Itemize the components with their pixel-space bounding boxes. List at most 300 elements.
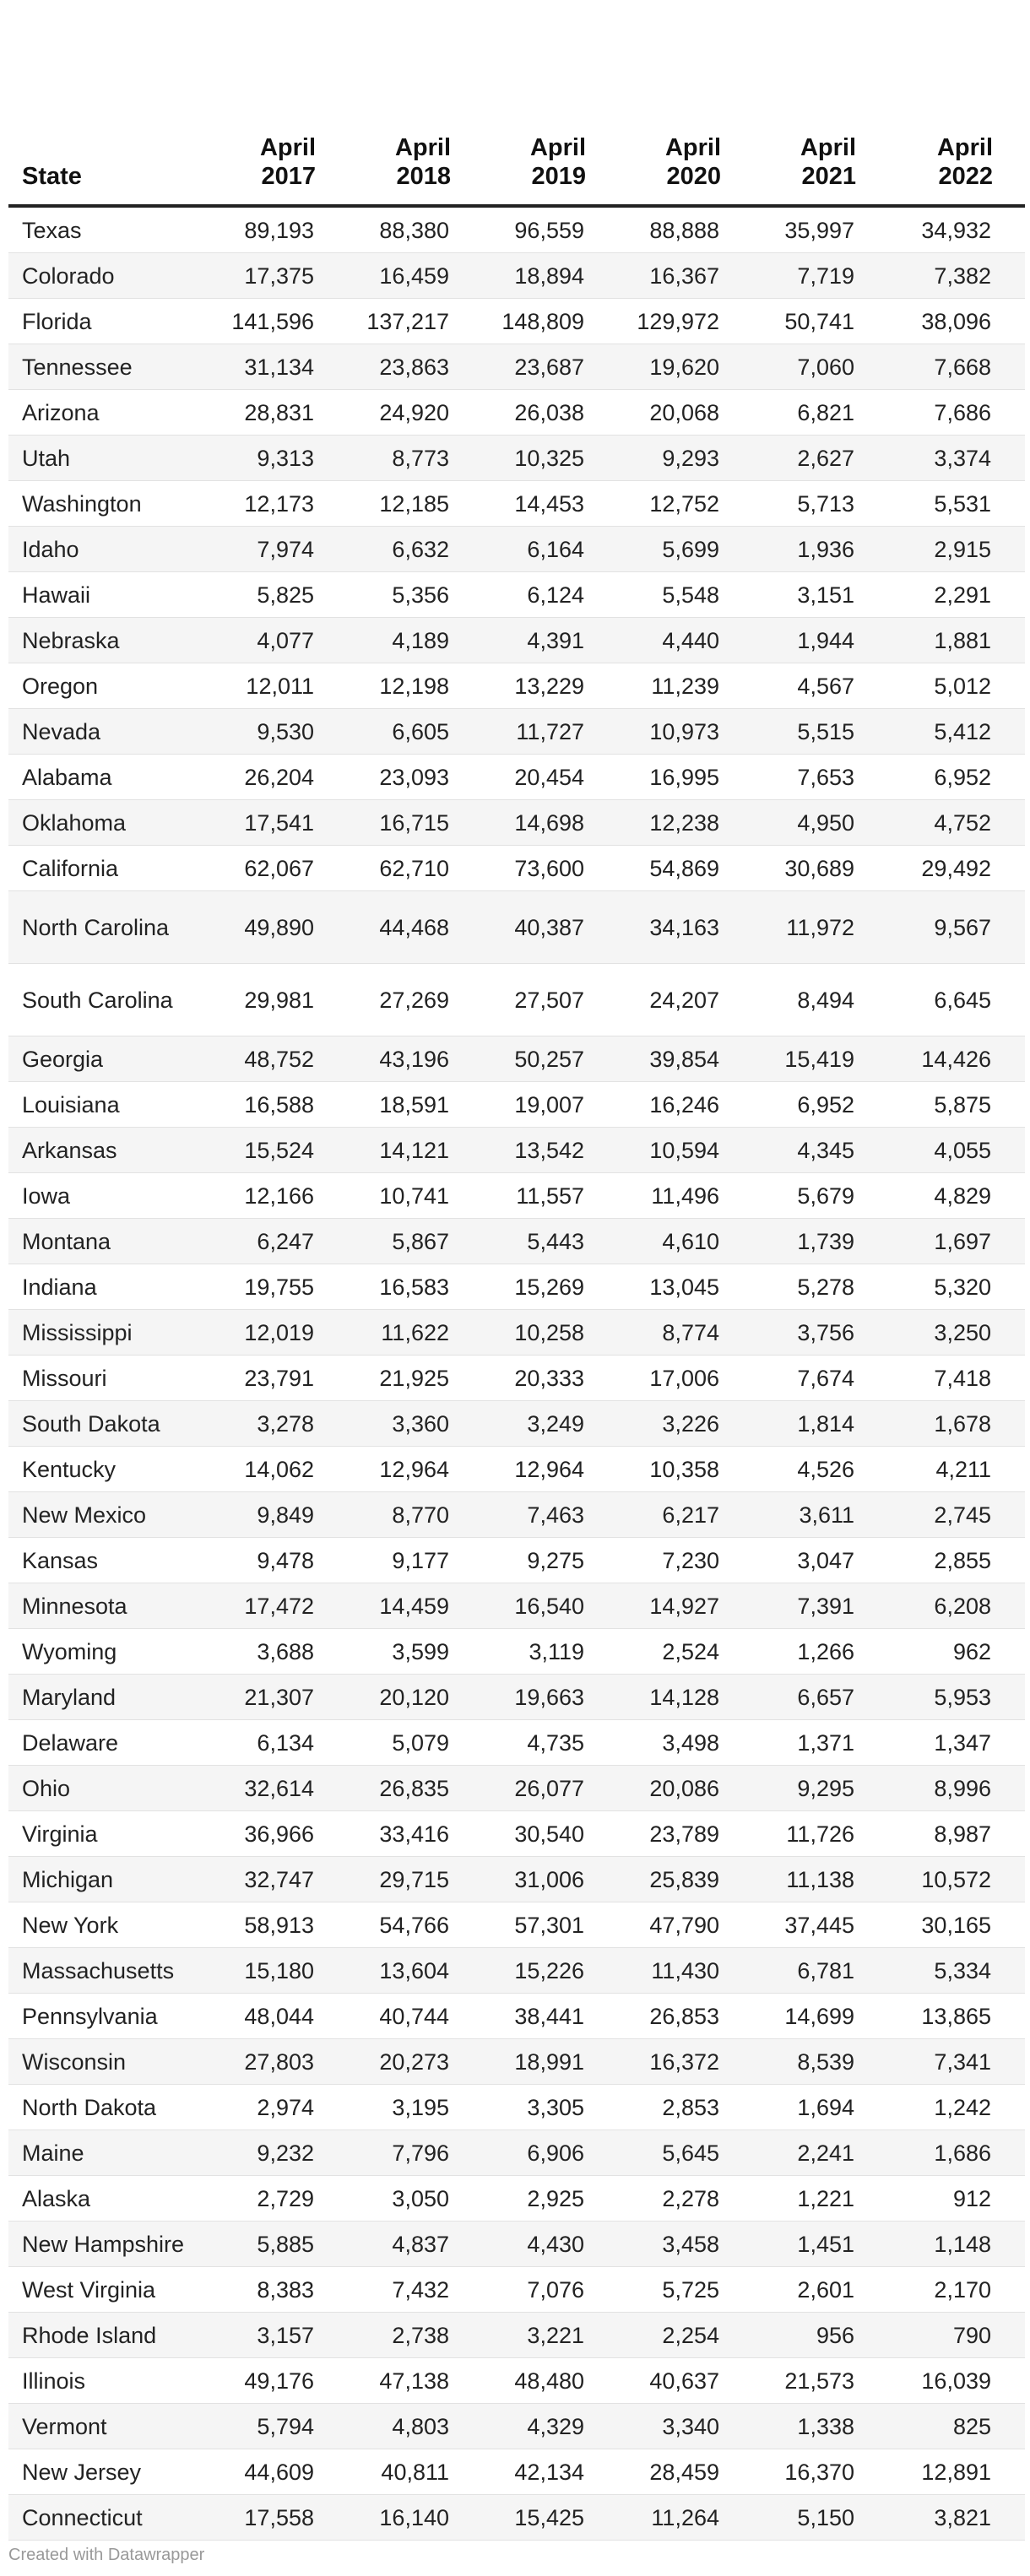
value-cell: 5,953 [888, 1675, 1025, 1720]
value-cell: 26,038 [483, 390, 618, 436]
table-row [8, 2358, 1025, 2404]
value-cell: 35,997 [753, 206, 888, 253]
value-cell: 31,006 [483, 1857, 618, 1902]
value-cell: 2,524 [618, 1629, 753, 1675]
value-cell: 3,250 [888, 1310, 1025, 1356]
value-cell: 30,165 [888, 1902, 1025, 1948]
value-cell: 5,334 [888, 1948, 1025, 1994]
state-cell: Florida [8, 299, 213, 344]
value-cell: 15,425 [483, 2495, 618, 2541]
value-cell: 2,738 [348, 2313, 483, 2358]
table-row [8, 964, 1025, 1036]
value-cell: 31,134 [213, 344, 348, 390]
value-cell: 790 [888, 2313, 1025, 2358]
state-cell: Tennessee [8, 344, 213, 390]
value-cell: 20,454 [483, 755, 618, 800]
value-cell: 33,416 [348, 1811, 483, 1857]
value-cell: 137,217 [348, 299, 483, 344]
value-cell: 2,915 [888, 527, 1025, 572]
value-cell: 42,134 [483, 2449, 618, 2495]
value-cell: 26,853 [618, 1994, 753, 2039]
value-cell: 5,679 [753, 1173, 888, 1219]
value-cell: 16,370 [753, 2449, 888, 2495]
value-cell: 14,453 [483, 481, 618, 527]
value-cell: 3,688 [213, 1629, 348, 1675]
state-cell: Utah [8, 436, 213, 481]
value-cell: 1,221 [753, 2176, 888, 2222]
table-row [8, 2404, 1025, 2449]
value-cell: 6,821 [753, 390, 888, 436]
state-cell: Wisconsin [8, 2039, 213, 2085]
table-row [8, 846, 1025, 891]
value-cell: 88,888 [618, 206, 753, 253]
value-cell: 73,600 [483, 846, 618, 891]
state-cell: Minnesota [8, 1583, 213, 1629]
value-cell: 10,741 [348, 1173, 483, 1219]
value-cell: 2,627 [753, 436, 888, 481]
state-cell: Nevada [8, 709, 213, 755]
value-cell: 2,974 [213, 2085, 348, 2130]
state-cell: Kentucky [8, 1447, 213, 1492]
value-cell: 10,258 [483, 1310, 618, 1356]
value-cell: 6,605 [348, 709, 483, 755]
value-cell: 4,055 [888, 1128, 1025, 1173]
value-cell: 6,645 [888, 964, 1025, 1036]
value-cell: 4,803 [348, 2404, 483, 2449]
value-cell: 21,573 [753, 2358, 888, 2404]
value-cell: 7,432 [348, 2267, 483, 2313]
state-cell: Virginia [8, 1811, 213, 1857]
value-cell: 48,752 [213, 1036, 348, 1082]
value-cell: 12,166 [213, 1173, 348, 1219]
value-cell: 12,238 [618, 800, 753, 846]
value-cell: 912 [888, 2176, 1025, 2222]
value-cell: 15,269 [483, 1264, 618, 1310]
value-cell: 40,744 [348, 1994, 483, 2039]
column-header-1: April 2017 [213, 123, 348, 206]
value-cell: 3,360 [348, 1401, 483, 1447]
table-row [8, 1811, 1025, 1857]
value-cell: 50,257 [483, 1036, 618, 1082]
value-cell: 21,307 [213, 1675, 348, 1720]
value-cell: 38,096 [888, 299, 1025, 344]
value-cell: 3,599 [348, 1629, 483, 1675]
value-cell: 34,163 [618, 891, 753, 964]
value-cell: 9,293 [618, 436, 753, 481]
value-cell: 9,849 [213, 1492, 348, 1538]
value-cell: 12,173 [213, 481, 348, 527]
value-cell: 19,620 [618, 344, 753, 390]
value-cell: 29,492 [888, 846, 1025, 891]
value-cell: 4,610 [618, 1219, 753, 1264]
table-row [8, 2267, 1025, 2313]
table-row [8, 2495, 1025, 2541]
state-cell: California [8, 846, 213, 891]
state-cell: Arkansas [8, 1128, 213, 1173]
value-cell: 16,459 [348, 253, 483, 299]
value-cell: 10,594 [618, 1128, 753, 1173]
table-row [8, 1082, 1025, 1128]
value-cell: 18,894 [483, 253, 618, 299]
value-cell: 10,358 [618, 1447, 753, 1492]
value-cell: 5,885 [213, 2222, 348, 2267]
value-cell: 14,121 [348, 1128, 483, 1173]
value-cell: 32,747 [213, 1857, 348, 1902]
value-cell: 7,796 [348, 2130, 483, 2176]
state-cell: Oklahoma [8, 800, 213, 846]
value-cell: 5,515 [753, 709, 888, 755]
value-cell: 62,710 [348, 846, 483, 891]
value-cell: 1,814 [753, 1401, 888, 1447]
table-row [8, 1766, 1025, 1811]
value-cell: 27,507 [483, 964, 618, 1036]
state-cell: Pennsylvania [8, 1994, 213, 2039]
value-cell: 5,412 [888, 709, 1025, 755]
value-cell: 1,936 [753, 527, 888, 572]
value-cell: 956 [753, 2313, 888, 2358]
table-row [8, 1128, 1025, 1173]
value-cell: 3,221 [483, 2313, 618, 2358]
value-cell: 8,494 [753, 964, 888, 1036]
table-row [8, 1173, 1025, 1219]
value-cell: 5,150 [753, 2495, 888, 2541]
state-cell: Indiana [8, 1264, 213, 1310]
value-cell: 9,567 [888, 891, 1025, 964]
value-cell: 1,944 [753, 618, 888, 663]
value-cell: 4,735 [483, 1720, 618, 1766]
value-cell: 7,686 [888, 390, 1025, 436]
value-cell: 3,278 [213, 1401, 348, 1447]
state-cell: North Dakota [8, 2085, 213, 2130]
value-cell: 7,974 [213, 527, 348, 572]
value-cell: 6,906 [483, 2130, 618, 2176]
value-cell: 1,678 [888, 1401, 1025, 1447]
value-cell: 7,719 [753, 253, 888, 299]
value-cell: 13,045 [618, 1264, 753, 1310]
value-cell: 18,591 [348, 1082, 483, 1128]
value-cell: 141,596 [213, 299, 348, 344]
value-cell: 40,637 [618, 2358, 753, 2404]
value-cell: 2,925 [483, 2176, 618, 2222]
value-cell: 14,128 [618, 1675, 753, 1720]
value-cell: 16,140 [348, 2495, 483, 2541]
value-cell: 5,443 [483, 1219, 618, 1264]
value-cell: 5,713 [753, 481, 888, 527]
value-cell: 27,269 [348, 964, 483, 1036]
value-cell: 3,340 [618, 2404, 753, 2449]
value-cell: 16,540 [483, 1583, 618, 1629]
value-cell: 18,991 [483, 2039, 618, 2085]
value-cell: 7,668 [888, 344, 1025, 390]
value-cell: 5,867 [348, 1219, 483, 1264]
value-cell: 12,198 [348, 663, 483, 709]
value-cell: 3,226 [618, 1401, 753, 1447]
value-cell: 6,124 [483, 572, 618, 618]
table-row [8, 1629, 1025, 1675]
value-cell: 4,837 [348, 2222, 483, 2267]
data-table [8, 123, 1025, 2541]
value-cell: 7,674 [753, 1356, 888, 1401]
value-cell: 57,301 [483, 1902, 618, 1948]
value-cell: 8,770 [348, 1492, 483, 1538]
value-cell: 26,835 [348, 1766, 483, 1811]
value-cell: 2,278 [618, 2176, 753, 2222]
value-cell: 23,863 [348, 344, 483, 390]
table-row [8, 1447, 1025, 1492]
value-cell: 40,387 [483, 891, 618, 964]
value-cell: 4,211 [888, 1447, 1025, 1492]
value-cell: 6,952 [888, 755, 1025, 800]
value-cell: 47,790 [618, 1902, 753, 1948]
value-cell: 4,950 [753, 800, 888, 846]
value-cell: 8,773 [348, 436, 483, 481]
table-row [8, 1902, 1025, 1948]
value-cell: 23,789 [618, 1811, 753, 1857]
value-cell: 5,079 [348, 1720, 483, 1766]
value-cell: 8,539 [753, 2039, 888, 2085]
value-cell: 25,839 [618, 1857, 753, 1902]
state-cell: Iowa [8, 1173, 213, 1219]
value-cell: 49,176 [213, 2358, 348, 2404]
value-cell: 2,853 [618, 2085, 753, 2130]
value-cell: 6,632 [348, 527, 483, 572]
state-cell: Kansas [8, 1538, 213, 1583]
value-cell: 9,478 [213, 1538, 348, 1583]
column-header-4: April 2020 [618, 123, 753, 206]
value-cell: 15,524 [213, 1128, 348, 1173]
state-cell: Oregon [8, 663, 213, 709]
value-cell: 96,559 [483, 206, 618, 253]
value-cell: 20,068 [618, 390, 753, 436]
value-cell: 26,204 [213, 755, 348, 800]
value-cell: 3,047 [753, 1538, 888, 1583]
value-cell: 12,019 [213, 1310, 348, 1356]
state-cell: New York [8, 1902, 213, 1948]
state-cell: South Carolina [8, 964, 213, 1036]
value-cell: 3,050 [348, 2176, 483, 2222]
credit-footer: Created with Datawrapper [8, 2546, 205, 2564]
value-cell: 4,189 [348, 618, 483, 663]
value-cell: 48,044 [213, 1994, 348, 2039]
value-cell: 148,809 [483, 299, 618, 344]
column-header-2: April 2018 [348, 123, 483, 206]
value-cell: 17,558 [213, 2495, 348, 2541]
state-cell: Hawaii [8, 572, 213, 618]
value-cell: 3,498 [618, 1720, 753, 1766]
value-cell: 58,913 [213, 1902, 348, 1948]
value-cell: 5,645 [618, 2130, 753, 2176]
value-cell: 5,320 [888, 1264, 1025, 1310]
value-cell: 4,345 [753, 1128, 888, 1173]
value-cell: 11,557 [483, 1173, 618, 1219]
value-cell: 50,741 [753, 299, 888, 344]
value-cell: 54,766 [348, 1902, 483, 1948]
state-cell: New Hampshire [8, 2222, 213, 2267]
value-cell: 12,752 [618, 481, 753, 527]
value-cell: 11,239 [618, 663, 753, 709]
value-cell: 19,663 [483, 1675, 618, 1720]
value-cell: 7,391 [753, 1583, 888, 1629]
value-cell: 5,794 [213, 2404, 348, 2449]
state-cell: Rhode Island [8, 2313, 213, 2358]
value-cell: 13,229 [483, 663, 618, 709]
value-cell: 20,333 [483, 1356, 618, 1401]
table-row [8, 481, 1025, 527]
value-cell: 20,273 [348, 2039, 483, 2085]
table-row [8, 2085, 1025, 2130]
value-cell: 11,264 [618, 2495, 753, 2541]
value-cell: 8,996 [888, 1766, 1025, 1811]
value-cell: 6,952 [753, 1082, 888, 1128]
state-cell: Connecticut [8, 2495, 213, 2541]
value-cell: 44,609 [213, 2449, 348, 2495]
value-cell: 7,653 [753, 755, 888, 800]
value-cell: 11,727 [483, 709, 618, 755]
value-cell: 20,086 [618, 1766, 753, 1811]
value-cell: 962 [888, 1629, 1025, 1675]
value-cell: 12,891 [888, 2449, 1025, 2495]
state-cell: Nebraska [8, 618, 213, 663]
value-cell: 15,419 [753, 1036, 888, 1082]
value-cell: 23,687 [483, 344, 618, 390]
value-cell: 5,875 [888, 1082, 1025, 1128]
value-cell: 9,313 [213, 436, 348, 481]
value-cell: 13,542 [483, 1128, 618, 1173]
table-row [8, 1994, 1025, 2039]
value-cell: 1,266 [753, 1629, 888, 1675]
table-row [8, 344, 1025, 390]
value-cell: 5,012 [888, 663, 1025, 709]
state-cell: Alaska [8, 2176, 213, 2222]
value-cell: 34,932 [888, 206, 1025, 253]
value-cell: 54,869 [618, 846, 753, 891]
state-cell: Illinois [8, 2358, 213, 2404]
value-cell: 5,548 [618, 572, 753, 618]
value-cell: 1,148 [888, 2222, 1025, 2267]
value-cell: 10,572 [888, 1857, 1025, 1902]
value-cell: 6,247 [213, 1219, 348, 1264]
table-row [8, 1219, 1025, 1264]
value-cell: 8,774 [618, 1310, 753, 1356]
value-cell: 24,207 [618, 964, 753, 1036]
value-cell: 12,011 [213, 663, 348, 709]
value-cell: 6,217 [618, 1492, 753, 1538]
value-cell: 15,180 [213, 1948, 348, 1994]
table-row [8, 572, 1025, 618]
value-cell: 14,426 [888, 1036, 1025, 1082]
table-row [8, 1492, 1025, 1538]
table-row [8, 755, 1025, 800]
value-cell: 1,242 [888, 2085, 1025, 2130]
value-cell: 9,530 [213, 709, 348, 755]
table-row [8, 1264, 1025, 1310]
value-cell: 29,981 [213, 964, 348, 1036]
value-cell: 11,622 [348, 1310, 483, 1356]
value-cell: 7,230 [618, 1538, 753, 1583]
value-cell: 9,232 [213, 2130, 348, 2176]
value-cell: 1,694 [753, 2085, 888, 2130]
state-cell: Maine [8, 2130, 213, 2176]
value-cell: 6,781 [753, 1948, 888, 1994]
value-cell: 16,039 [888, 2358, 1025, 2404]
value-cell: 17,472 [213, 1583, 348, 1629]
table-row [8, 618, 1025, 663]
value-cell: 10,325 [483, 436, 618, 481]
value-cell: 44,468 [348, 891, 483, 964]
value-cell: 4,567 [753, 663, 888, 709]
state-cell: Texas [8, 206, 213, 253]
value-cell: 16,246 [618, 1082, 753, 1128]
value-cell: 6,164 [483, 527, 618, 572]
value-cell: 16,995 [618, 755, 753, 800]
value-cell: 19,007 [483, 1082, 618, 1128]
value-cell: 5,278 [753, 1264, 888, 1310]
table-row [8, 891, 1025, 964]
value-cell: 7,418 [888, 1356, 1025, 1401]
table-row [8, 2176, 1025, 2222]
table-row [8, 1401, 1025, 1447]
table-row [8, 1675, 1025, 1720]
table-row [8, 1310, 1025, 1356]
value-cell: 30,689 [753, 846, 888, 891]
table-row [8, 2313, 1025, 2358]
value-cell: 16,588 [213, 1082, 348, 1128]
value-cell: 4,391 [483, 618, 618, 663]
value-cell: 8,383 [213, 2267, 348, 2313]
state-cell: Mississippi [8, 1310, 213, 1356]
value-cell: 10,973 [618, 709, 753, 755]
table-header [8, 123, 1025, 206]
column-header-3: April 2019 [483, 123, 618, 206]
table-row [8, 527, 1025, 572]
value-cell: 28,831 [213, 390, 348, 436]
column-header-5: April 2021 [753, 123, 888, 206]
table-row [8, 1036, 1025, 1082]
table-row [8, 206, 1025, 253]
value-cell: 11,972 [753, 891, 888, 964]
table-row [8, 663, 1025, 709]
value-cell: 2,241 [753, 2130, 888, 2176]
value-cell: 49,890 [213, 891, 348, 964]
table-row [8, 1583, 1025, 1629]
value-cell: 3,157 [213, 2313, 348, 2358]
value-cell: 7,463 [483, 1492, 618, 1538]
table-row [8, 1538, 1025, 1583]
header-row [8, 123, 1025, 206]
value-cell: 17,375 [213, 253, 348, 299]
state-cell: Vermont [8, 2404, 213, 2449]
value-cell: 1,686 [888, 2130, 1025, 2176]
value-cell: 11,430 [618, 1948, 753, 1994]
value-cell: 27,803 [213, 2039, 348, 2085]
value-cell: 48,480 [483, 2358, 618, 2404]
value-cell: 17,006 [618, 1356, 753, 1401]
value-cell: 12,185 [348, 481, 483, 527]
table-row [8, 390, 1025, 436]
value-cell: 32,614 [213, 1766, 348, 1811]
state-cell: Missouri [8, 1356, 213, 1401]
value-cell: 14,698 [483, 800, 618, 846]
value-cell: 3,305 [483, 2085, 618, 2130]
value-cell: 5,531 [888, 481, 1025, 527]
value-cell: 43,196 [348, 1036, 483, 1082]
value-cell: 4,329 [483, 2404, 618, 2449]
value-cell: 8,987 [888, 1811, 1025, 1857]
value-cell: 14,459 [348, 1583, 483, 1629]
state-cell: Michigan [8, 1857, 213, 1902]
value-cell: 1,347 [888, 1720, 1025, 1766]
table-row [8, 2222, 1025, 2267]
